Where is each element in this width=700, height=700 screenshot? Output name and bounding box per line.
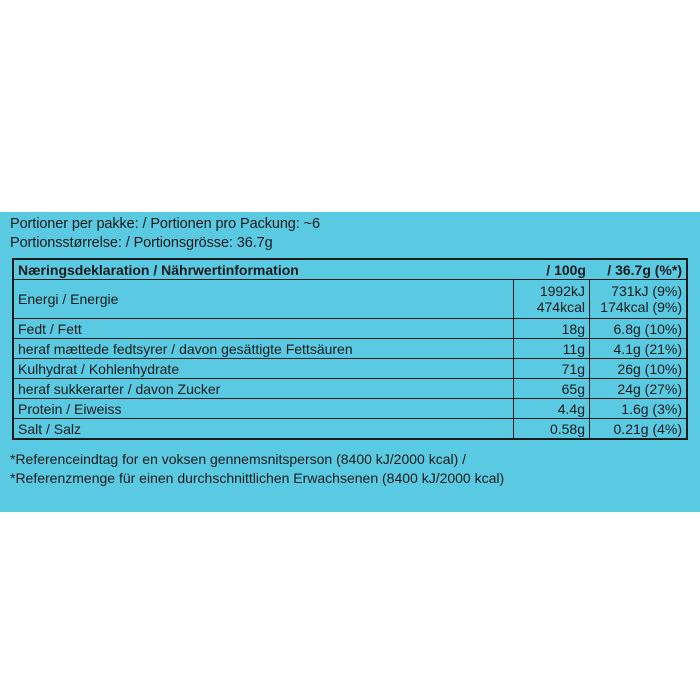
servings-per-pack: Portioner per pakke: / Portionen pro Packung: ~6 xyxy=(10,216,320,232)
energy-per-100g xyxy=(514,280,590,318)
table-row-sugars xyxy=(14,378,686,398)
value-per-portion: 26g (10%) xyxy=(617,360,682,377)
energy-kj-per-100g: 1992kJ xyxy=(539,283,585,299)
footnote-danish: *Referenceindtag for en voksen gennemsnitsperson (8400 kJ/2000 kcal) / xyxy=(10,451,467,467)
footnote-german: *Referenzmenge für einen durchschnittlichen Erwachsenen (8400 kJ/2000 kcal) xyxy=(10,470,505,486)
header-per-portion: / 36.7g (%*) xyxy=(607,261,682,278)
table-row-protein xyxy=(14,398,686,418)
value-per-100g: 0.58g xyxy=(514,419,590,438)
nutrient-name: Kulhydrat / Kohlenhydrate xyxy=(14,359,514,378)
value-per-portion: 4.1g (21%) xyxy=(613,340,682,357)
energy-kcal-per-100g: 474kcal xyxy=(536,299,585,315)
table-row-salt xyxy=(14,418,686,438)
table-row-fat xyxy=(14,318,686,338)
energy-kj-per-portion: 731kJ (9%) xyxy=(611,283,682,299)
value-per-100g: 71g xyxy=(514,359,590,378)
value-per-portion: 0.21g (4%) xyxy=(613,420,682,437)
value-per-100g: 4.4g xyxy=(514,399,590,418)
nutrient-name: heraf sukkerarter / davon Zucker xyxy=(14,379,514,398)
nutrition-table xyxy=(12,258,688,440)
energy-per-portion xyxy=(590,280,686,318)
table-row-energy xyxy=(14,280,686,318)
serving-size: Portionsstørrelse: / Portionsgrösse: 36.7g xyxy=(10,235,273,251)
header-title: Næringsdeklaration / Nährwertinformation xyxy=(18,261,299,278)
value-per-portion: 6.8g (10%) xyxy=(613,320,682,337)
nutrient-name: Salt / Salz xyxy=(14,419,514,438)
table-row-saturated-fat xyxy=(14,338,686,358)
value-per-portion: 1.6g (3%) xyxy=(621,400,682,417)
header-per-100g: / 100g xyxy=(546,261,586,278)
nutrient-name: heraf mættede fedtsyrer / davon gesättigte Fettsäuren xyxy=(14,339,514,358)
table-header-row xyxy=(14,260,686,280)
value-per-100g: 11g xyxy=(514,339,590,358)
value-per-100g: 65g xyxy=(514,379,590,398)
table-row-carbohydrate xyxy=(14,358,686,378)
nutrient-name: Fedt / Fett xyxy=(14,319,514,338)
energy-kcal-per-portion: 174kcal (9%) xyxy=(600,299,682,315)
value-per-portion: 24g (27%) xyxy=(617,380,682,397)
nutrient-name: Energi / Energie xyxy=(14,280,514,318)
value-per-100g: 18g xyxy=(514,319,590,338)
nutrient-name: Protein / Eiweiss xyxy=(14,399,514,418)
